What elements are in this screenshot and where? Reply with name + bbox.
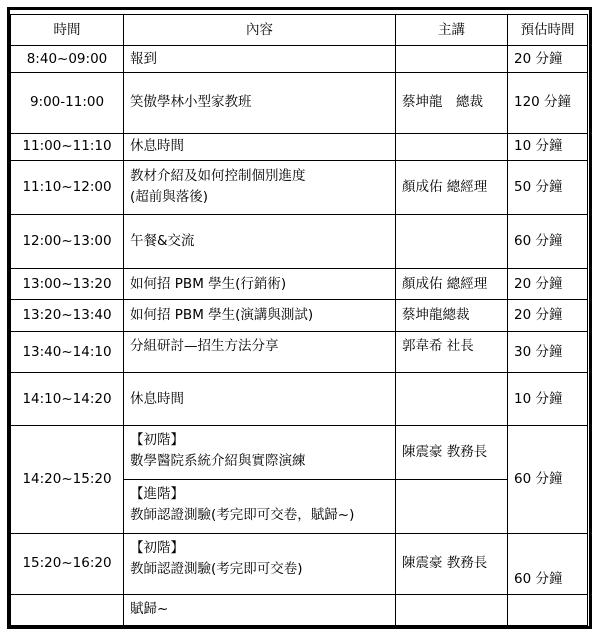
header-time: 時間	[11, 15, 124, 46]
content-cell	[124, 425, 396, 479]
estimate-cell: 10 分鐘	[508, 133, 588, 160]
speaker-cell	[396, 594, 508, 625]
time-cell: 14:10~14:20	[11, 373, 124, 425]
table-row	[11, 331, 588, 373]
table-row	[11, 73, 588, 134]
speaker-cell: 陳震豪 教務長	[396, 534, 508, 595]
content-line: 教師認證測驗(考完即可交卷，賦歸~)	[130, 506, 355, 523]
speaker-cell	[396, 214, 508, 268]
time-cell: 8:40~09:00	[11, 46, 124, 73]
estimate-cell: 60 分鐘	[508, 425, 588, 533]
time-cell: 13:40~14:10	[11, 331, 124, 373]
content-cell	[124, 160, 396, 214]
table-row	[11, 594, 588, 625]
estimate-cell: 120 分鐘	[508, 73, 588, 134]
table-row	[11, 46, 588, 73]
header-estimate: 預估時間	[508, 15, 588, 46]
header-content: 內容	[124, 15, 396, 46]
content-cell: 休息時間	[124, 133, 396, 160]
level-tag: 【初階】	[130, 431, 184, 448]
time-cell	[11, 594, 124, 625]
estimate-cell: 10 分鐘	[508, 373, 588, 425]
time-cell: 15:20~16:20	[11, 534, 124, 595]
content-cell: 休息時間	[124, 373, 396, 425]
estimate-cell: 60 分鐘	[508, 214, 588, 268]
content-cell: 笑傲學林小型家教班	[124, 73, 396, 134]
table-row	[11, 269, 588, 300]
estimate-cell: 60 分鐘	[508, 534, 588, 595]
time-cell: 13:20~13:40	[11, 300, 124, 331]
estimate-cell: 20 分鐘	[508, 300, 588, 331]
content-cell: 報到	[124, 46, 396, 73]
table-row	[11, 214, 588, 268]
table-row	[11, 300, 588, 331]
level-tag: 【進階】	[130, 485, 184, 502]
time-cell: 14:20~15:20	[11, 425, 124, 533]
content-cell	[124, 479, 396, 533]
estimate-cell: 20 分鐘	[508, 46, 588, 73]
table-row	[11, 133, 588, 160]
content-line: 教材介紹及如何控制個別進度	[130, 168, 306, 185]
estimate-cell: 30 分鐘	[508, 331, 588, 373]
content-line: (超前與落後)	[130, 189, 209, 206]
content-cell	[124, 534, 396, 595]
speaker-cell: 蔡坤龍 總裁	[396, 73, 508, 134]
content-line: 數學醫院系統介紹與實際演練	[130, 452, 306, 469]
time-cell: 11:00~11:10	[11, 133, 124, 160]
time-cell: 9:00-11:00	[11, 73, 124, 134]
time-cell: 11:10~12:00	[11, 160, 124, 214]
speaker-cell	[396, 373, 508, 425]
speaker-cell	[396, 46, 508, 73]
table-row	[11, 534, 588, 595]
speaker-cell: 蔡坤龍總裁	[396, 300, 508, 331]
content-line: 教師認證測驗(考完即可交卷)	[130, 561, 303, 578]
content-cell: 如何招 PBM 學生(行銷術)	[124, 269, 396, 300]
content-cell: 分組研討—招生方法分享	[124, 331, 396, 373]
table-row	[11, 425, 588, 479]
schedule-table-wrapper	[10, 14, 587, 626]
speaker-cell: 顏成佑 總經理	[396, 269, 508, 300]
content-cell: 賦歸~	[124, 594, 396, 625]
header-speaker: 主講	[396, 15, 508, 46]
estimate-cell: 20 分鐘	[508, 269, 588, 300]
schedule-table	[10, 14, 588, 626]
table-row	[11, 160, 588, 214]
time-cell: 13:00~13:20	[11, 269, 124, 300]
content-cell: 如何招 PBM 學生(演講與測試)	[124, 300, 396, 331]
speaker-cell: 陳震豪 教務長	[396, 425, 508, 479]
estimate-cell	[508, 594, 588, 625]
speaker-cell	[396, 479, 508, 533]
content-cell: 午餐&交流	[124, 214, 396, 268]
table-row	[11, 373, 588, 425]
speaker-cell: 郭韋希 社長	[396, 331, 508, 373]
level-tag: 【初階】	[130, 540, 184, 557]
time-cell: 12:00~13:00	[11, 214, 124, 268]
speaker-cell: 顏成佑 總經理	[396, 160, 508, 214]
speaker-cell	[396, 133, 508, 160]
estimate-cell: 50 分鐘	[508, 160, 588, 214]
header-row	[11, 15, 588, 46]
